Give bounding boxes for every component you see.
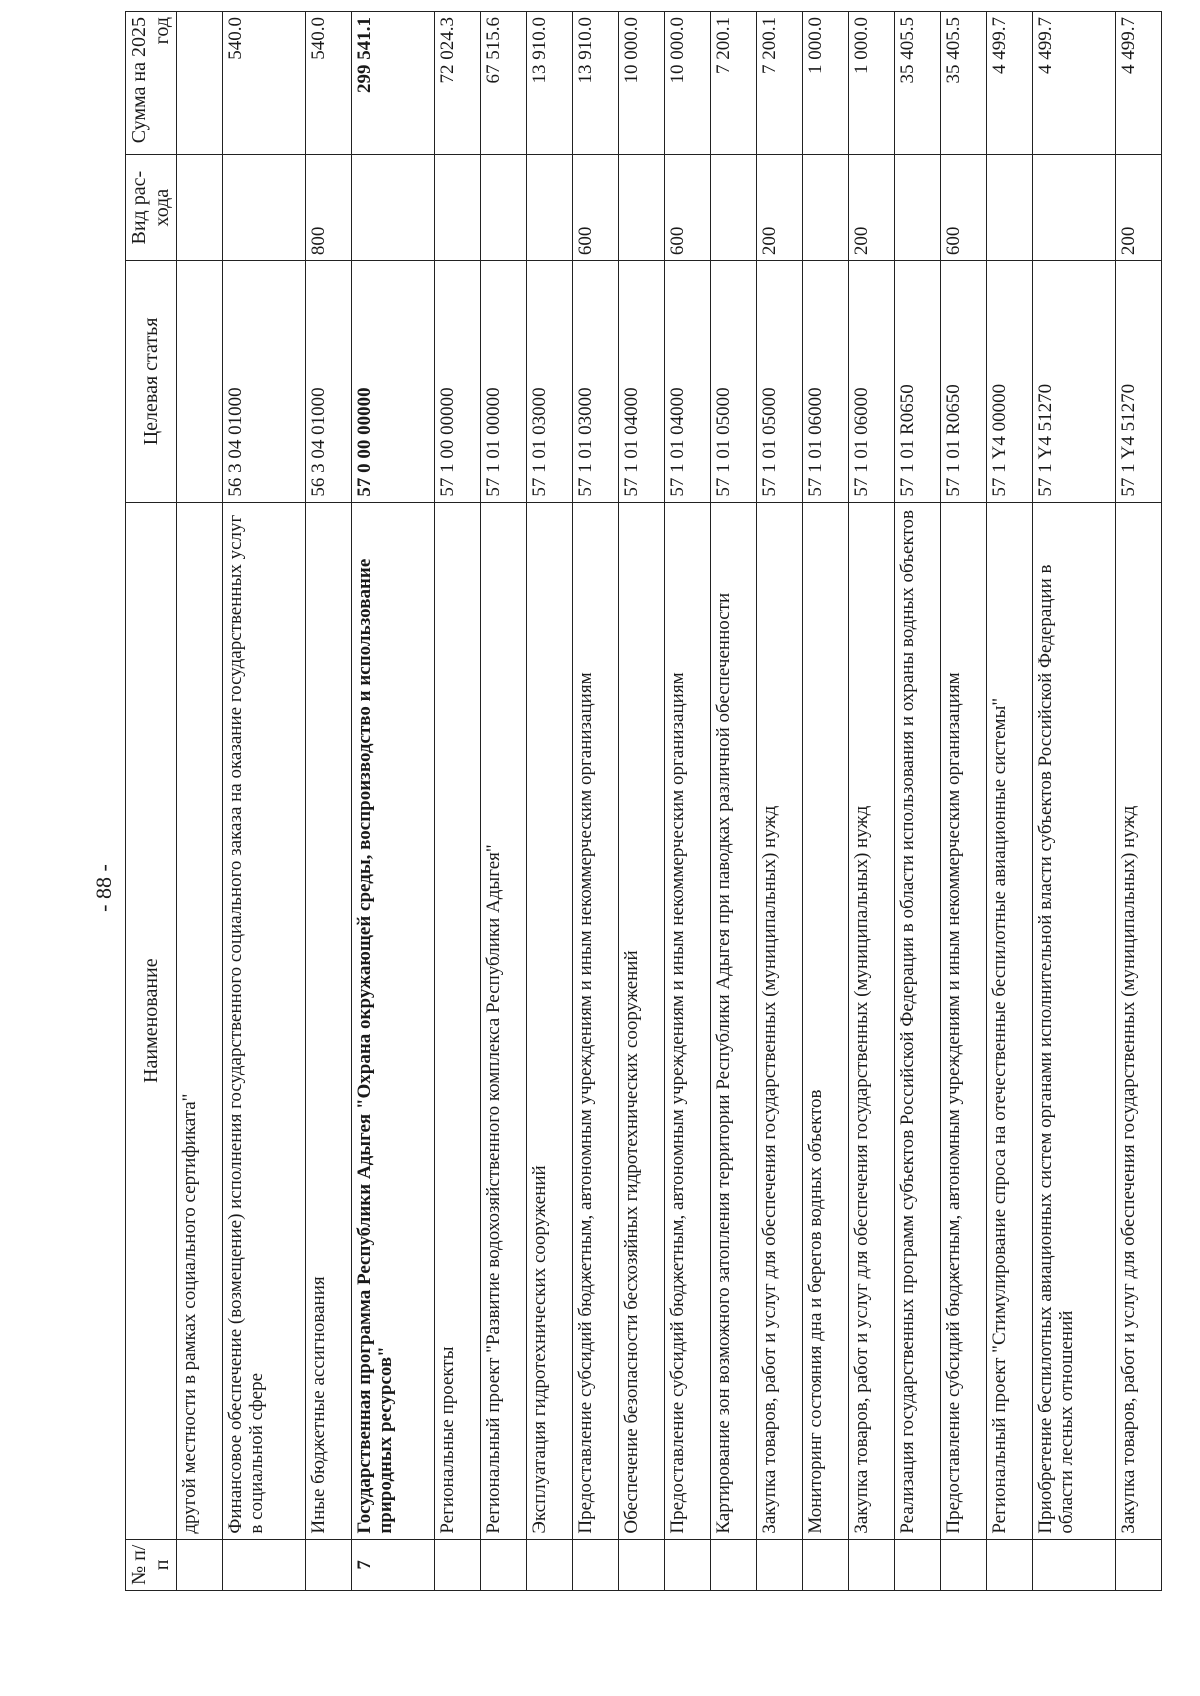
cell-type: 200 [756, 155, 802, 261]
cell-type [352, 155, 435, 261]
cell-name: Приобретение беспилотных авиационных систем органами исполнительной власти субъектов Российской Федерации в области лесных отношений [1032, 502, 1115, 1539]
table-row [986, 12, 1032, 1591]
cell-type [177, 155, 223, 261]
cell-code [177, 261, 223, 502]
cell-name: Картирование зон возможного затопления территории Республики Адыгея при паводках различной обеспеченности [710, 502, 756, 1539]
cell-num [527, 1539, 573, 1590]
cell-sum: 13 910.0 [527, 12, 573, 155]
cell-code: 57 1 Y4 00000 [986, 261, 1032, 502]
table-row [573, 12, 619, 1591]
cell-num [894, 1539, 940, 1590]
cell-type [986, 155, 1032, 261]
cell-sum: 299 541.1 [352, 12, 435, 155]
cell-type [481, 155, 527, 261]
header-name: Наименование [126, 502, 177, 1539]
cell-sum: 72 024.3 [435, 12, 481, 155]
cell-name: Региональный проект "Развитие водохозяйственного комплекса Республики Адыгея" [481, 502, 527, 1539]
cell-code: 57 1 01 05000 [756, 261, 802, 502]
table-row [177, 12, 223, 1591]
cell-type [222, 155, 305, 261]
page-number: - 88 - [91, 864, 116, 912]
table-row [435, 12, 481, 1591]
cell-type [527, 155, 573, 261]
cell-code: 57 1 01 R0650 [894, 261, 940, 502]
cell-name: Финансовое обеспечение (возмещение) исполнения государственного социального заказа на оказание государственных услуг в социальной сфере [222, 502, 305, 1539]
cell-sum: 4 499.7 [986, 12, 1032, 155]
cell-type [435, 155, 481, 261]
cell-type: 200 [848, 155, 894, 261]
cell-num [986, 1539, 1032, 1590]
table-row [894, 12, 940, 1591]
table-row [802, 12, 848, 1591]
cell-sum [177, 12, 223, 155]
cell-code: 57 1 01 03000 [527, 261, 573, 502]
cell-num [619, 1539, 665, 1590]
cell-code: 57 0 00 00000 [352, 261, 435, 502]
cell-num [848, 1539, 894, 1590]
cell-name: Эксплуатация гидротехнических сооружений [527, 502, 573, 1539]
cell-name: Закупка товаров, работ и услуг для обеспечения государственных (муниципальных) нужд [848, 502, 894, 1539]
cell-type [894, 155, 940, 261]
cell-code: 57 1 01 R0650 [940, 261, 986, 502]
cell-name: Предоставление субсидий бюджетным, автономным учреждениям и иным некоммерческим организациям [940, 502, 986, 1539]
cell-name: Реализация государственных программ субъектов Российской Федерации в области использования и охраны водных объектов [894, 502, 940, 1539]
table-row [940, 12, 986, 1591]
cell-type: 600 [665, 155, 711, 261]
cell-name: Иные бюджетные ассигнования [306, 502, 352, 1539]
cell-name: Закупка товаров, работ и услуг для обеспечения государственных (муниципальных) нужд [1115, 502, 1161, 1539]
cell-sum: 7 200.1 [756, 12, 802, 155]
cell-num: 7 [352, 1539, 435, 1590]
cell-type: 200 [1115, 155, 1161, 261]
table-body [177, 12, 1162, 1591]
cell-num [573, 1539, 619, 1590]
cell-num [756, 1539, 802, 1590]
cell-num [306, 1539, 352, 1590]
cell-name: Мониторинг состояния дна и берегов водных объектов [802, 502, 848, 1539]
cell-sum: 35 405.5 [894, 12, 940, 155]
table-row [848, 12, 894, 1591]
table-row [352, 12, 435, 1591]
cell-code: 57 1 01 06000 [802, 261, 848, 502]
cell-code: 56 3 04 01000 [306, 261, 352, 502]
cell-code: 57 1 01 04000 [619, 261, 665, 502]
header-code: Целевая статья [126, 261, 177, 502]
cell-code: 57 1 Y4 51270 [1032, 261, 1115, 502]
cell-sum: 540.0 [306, 12, 352, 155]
rotated-page [125, 11, 1162, 1591]
cell-sum: 540.0 [222, 12, 305, 155]
cell-code: 57 1 01 04000 [665, 261, 711, 502]
table-row [527, 12, 573, 1591]
table-row [619, 12, 665, 1591]
cell-type [710, 155, 756, 261]
cell-code: 57 1 01 03000 [573, 261, 619, 502]
cell-sum: 10 000.0 [619, 12, 665, 155]
cell-name: Государственная программа Республики Адыгея "Охрана окружающей среды, воспроизводство и использование природных ресурсов" [352, 502, 435, 1539]
cell-num [1032, 1539, 1115, 1590]
cell-num [802, 1539, 848, 1590]
header-type: Вид рас- хода [126, 155, 177, 261]
cell-sum: 10 000.0 [665, 12, 711, 155]
cell-code: 57 1 01 05000 [710, 261, 756, 502]
table-row [665, 12, 711, 1591]
cell-name: Закупка товаров, работ и услуг для обеспечения государственных (муниципальных) нужд [756, 502, 802, 1539]
header-row [126, 12, 177, 1591]
cell-code: 57 1 01 06000 [848, 261, 894, 502]
cell-name: Региональные проекты [435, 502, 481, 1539]
cell-name: Предоставление субсидий бюджетным, автономным учреждениям и иным некоммерческим организациям [665, 502, 711, 1539]
table-row [1032, 12, 1115, 1591]
cell-num [710, 1539, 756, 1590]
cell-type [619, 155, 665, 261]
cell-code: 57 1 00 00000 [435, 261, 481, 502]
cell-sum: 1 000.0 [848, 12, 894, 155]
cell-type: 800 [306, 155, 352, 261]
table-row [306, 12, 352, 1591]
table-row [481, 12, 527, 1591]
cell-code: 57 1 Y4 51270 [1115, 261, 1161, 502]
table-row [710, 12, 756, 1591]
cell-num [435, 1539, 481, 1590]
cell-name: Региональный проект "Стимулирование спроса на отечественные беспилотные авиационные системы" [986, 502, 1032, 1539]
table-row [222, 12, 305, 1591]
cell-sum: 35 405.5 [940, 12, 986, 155]
cell-num [177, 1539, 223, 1590]
cell-num [940, 1539, 986, 1590]
cell-sum: 7 200.1 [710, 12, 756, 155]
cell-name: другой местности в рамках социального сертификата" [177, 502, 223, 1539]
cell-type [802, 155, 848, 261]
cell-code: 56 3 04 01000 [222, 261, 305, 502]
cell-type: 600 [573, 155, 619, 261]
header-sum: Сумма на 2025 год [126, 12, 177, 155]
table-row [1115, 12, 1161, 1591]
cell-num [222, 1539, 305, 1590]
cell-sum: 4 499.7 [1032, 12, 1115, 155]
cell-type [1032, 155, 1115, 261]
cell-sum: 4 499.7 [1115, 12, 1161, 155]
cell-num [1115, 1539, 1161, 1590]
cell-name: Предоставление субсидий бюджетным, автономным учреждениям и иным некоммерческим организациям [573, 502, 619, 1539]
cell-type: 600 [940, 155, 986, 261]
cell-num [665, 1539, 711, 1590]
cell-sum: 1 000.0 [802, 12, 848, 155]
cell-sum: 67 515.6 [481, 12, 527, 155]
cell-num [481, 1539, 527, 1590]
table-row [756, 12, 802, 1591]
cell-name: Обеспечение безопасности бесхозяйных гидротехнических сооружений [619, 502, 665, 1539]
header-num: № п/п [126, 1539, 177, 1590]
cell-sum: 13 910.0 [573, 12, 619, 155]
budget-table [125, 11, 1162, 1591]
cell-code: 57 1 01 00000 [481, 261, 527, 502]
